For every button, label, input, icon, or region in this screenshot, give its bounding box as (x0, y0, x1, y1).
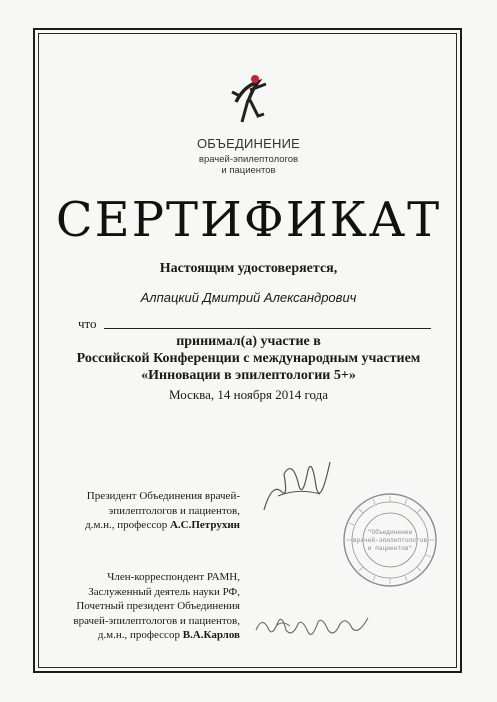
date-line: Москва, 14 ноября 2014 года (169, 387, 328, 402)
signatory-2-line-4: врачей-эпилептологов и пациентов, (73, 614, 240, 627)
signature-2 (252, 608, 372, 644)
signatory-2-title: д.м.н., профессор (97, 629, 183, 641)
signatory-1-name: А.С.Петрухин (169, 519, 240, 531)
signature-1 (258, 452, 338, 522)
signatory-1-line-3 (85, 518, 240, 533)
organization-subtitle-2: и пациентов (221, 165, 276, 176)
event-line: «Инновации в эпилептологии 5+» (141, 368, 356, 383)
signatory-2-line-2: Заслуженный деятель науки РФ, (88, 585, 240, 598)
that-label: что (78, 316, 97, 331)
stamp-text-2: врачей-эпилептологов (352, 537, 428, 544)
signatory-2-block (73, 570, 240, 643)
organization-stamp (340, 490, 440, 590)
recipient-name: Алпацкий Дмитрий Александрович (140, 290, 357, 305)
participation-line: принимал(а) участие в (176, 334, 321, 349)
signatory-1-block (85, 489, 240, 533)
signatory-2-name: В.А.Карлов (182, 629, 240, 641)
conference-line: Российской Конференции с международным участием (76, 351, 421, 366)
organization-name: ОБЪЕДИНЕНИЕ (197, 136, 300, 151)
stamp-text-3: и пациентов" (367, 545, 413, 552)
name-underline (104, 328, 431, 329)
signatory-2-line-5 (73, 628, 240, 643)
certificate-title: СЕРТИФИКАТ (55, 192, 442, 248)
signatory-1-line-1: Президент Объединения врачей- (86, 490, 240, 502)
attest-line: Настоящим удостоверяется, (159, 261, 338, 276)
stamp-text-1: "Объединение (367, 529, 413, 536)
signatory-1-title: д.м.н., профессор (85, 519, 170, 531)
signatory-1-line-2: эпилептологов и пациентов, (108, 504, 240, 517)
signatory-2-line-1: Член-корреспондент РАМН, (107, 571, 240, 583)
organization-subtitle-1: врачей-эпилептологов (198, 154, 299, 165)
signatory-2-line-3: Почетный президент Объединения (76, 600, 240, 612)
organization-logo-icon (228, 72, 272, 128)
